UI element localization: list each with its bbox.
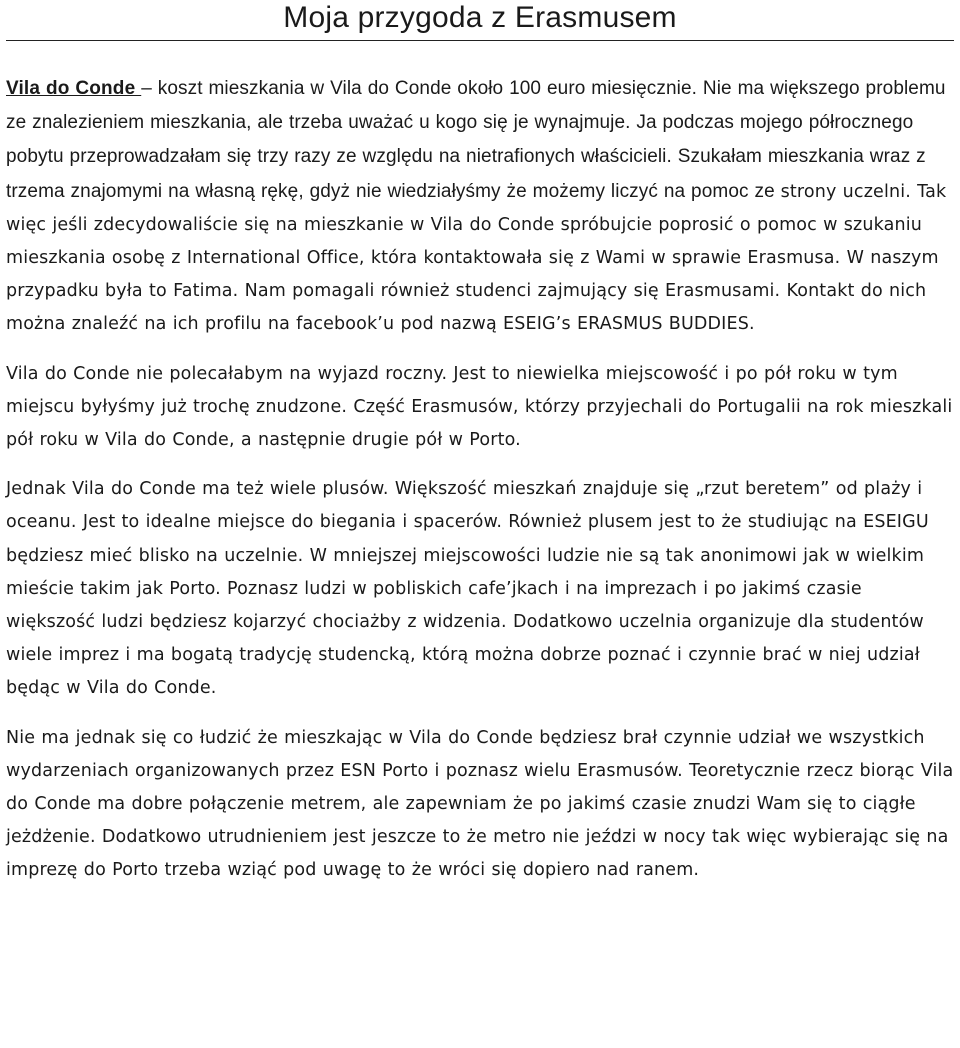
- paragraph-advantages: Jednak Vila do Conde ma też wiele plusów. Większość mieszkań znajduje się „rzut beretem” od plaży i oceanu. Jest to idealne miejsce do biegania i spacerów. Również plusem jest to że studiując na ESEIGU będziesz mieć blisko na uczelnie. W mniejszej miejscowości ludzie nie są tak anonimowi jak w wielkim mieście takim jak Porto. Poznasz ludzi w pobliskich cafe’jkach i na imprezach i po jakimś czasie większość ludzi będziesz kojarzyć chociażby z widzenia. Dodatkowo uczelnia organizuje dla studentów wiele imprez i ma bogatą tradycję studencką, którą można dobrze poznać i czynnie brać w niej udział będąc w Vila do Conde.: [6, 479, 929, 699]
- document-page: [6, 0, 954, 888]
- paragraph-housing: [6, 72, 954, 342]
- paragraph-housing-lead: – koszt mieszkania w Vila do Conde około 100 euro miesięcznie. Nie ma większego problemu ze znalezieniem mieszkania, ale trzeba uważać u kogo się je wynajmuje. Ja podczas mojego półrocznego pobytu przeprowadzałam się trzy razy ze względu na nietrafionych właścicieli. Szukałam mieszkania wraz z trzema znajomymi na własną rękę, gdyż nie wiedziałyśmy że możemy liczyć na pomoc ze: [6, 78, 946, 202]
- paragraph-year-stay: Vila do Conde nie polecałabym na wyjazd roczny. Jest to niewielka miejscowość i po pół roku w tym miejscu byłyśmy już trochę znudzone. Część Erasmusów, którzy przyjechali do Portugalii na rok mieszkali pół roku w Vila do Conde, a następnie drugie pół w Porto.: [6, 363, 953, 451]
- paragraph-gap: [6, 706, 954, 722]
- place-name-heading: Vila do Conde: [6, 78, 142, 99]
- paragraph-disadvantages: Nie ma jednak się co łudzić że mieszkając w Vila do Conde będziesz brał czynnie udział we wszystkich wydarzeniach organizowanych przez ESN Porto i poznasz wielu Erasmusów. Teoretycznie rzecz biorąc Vila do Conde ma dobre połączenie metrem, ale zapewniam że po jakimś czasie znudzi Wam się to ciągłe jeżdżenie. Dodatkowo utrudnieniem jest jeszcze to że metro nie jeździ w nocy tak więc wybierając się na imprezę do Porto trzeba wziąć pod uwagę to że wróci się dopiero nad ranem.: [6, 727, 954, 881]
- paragraph-gap: [6, 457, 954, 473]
- paragraph-gap: [6, 342, 954, 358]
- document-title: Moja przygoda z Erasmusem: [6, 0, 954, 41]
- paragraph-housing-rest: strony uczelni. Tak więc jeśli zdecydowaliście się na mieszkanie w Vila do Conde spróbujcie poprosić o pomoc w szukaniu mieszkania osobę z International Office, która kontaktowała się z Wami w sprawie Erasmusa. W naszym przypadku była to Fatima. Nam pomagali również studenci zajmujący się Erasmusami. Kontakt do nich można znaleźć na ich profilu na facebook’u pod nazwą ESEIG’s ERASMUS BUDDIES.: [6, 181, 947, 335]
